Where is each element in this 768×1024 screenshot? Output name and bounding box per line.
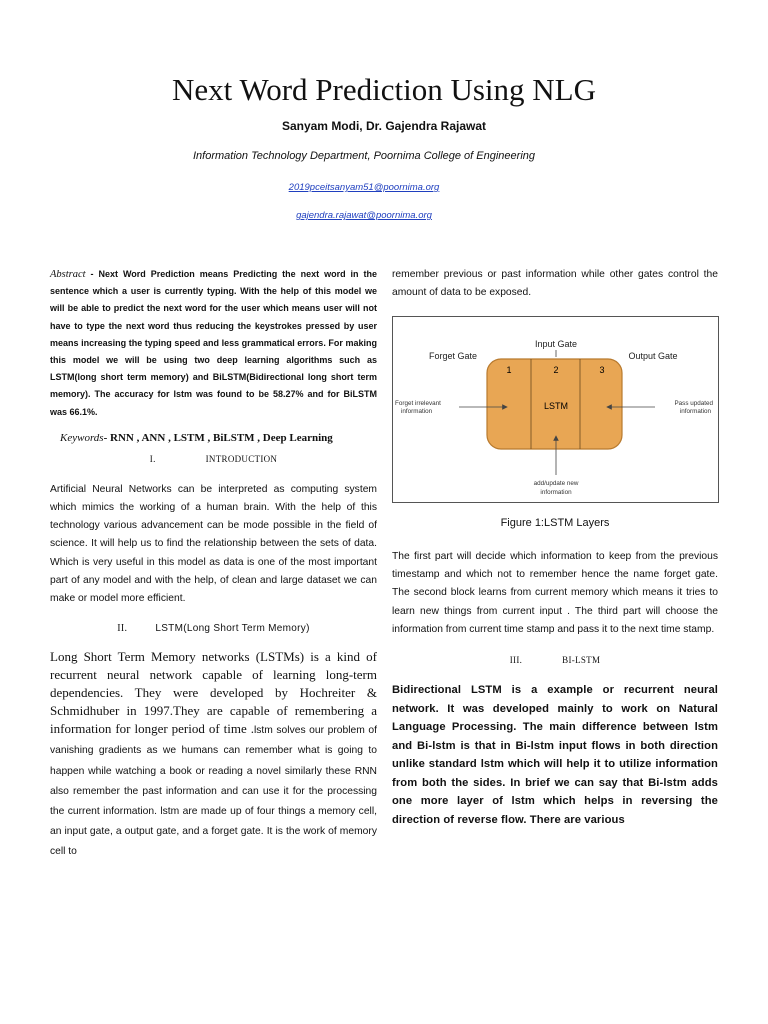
- right-note-line2: information: [679, 408, 711, 415]
- abstract: [50, 266, 377, 421]
- keywords-text: - RNN , ANN , LSTM , BiLSTM , Deep Learning: [103, 431, 333, 444]
- lstm-figure: [392, 316, 719, 503]
- lstm-paragraph: [50, 648, 377, 861]
- section-title: INTRODUCTION: [205, 453, 278, 464]
- lstm-text-serif: Long Short Term Memory networks (LSTMs) is a kind of recurrent neural network capable of learning long-term dependencies. They were developed by Hochreiter & Schmidhuber in 1997.They are capable of remembering a information for longer period of time .: [50, 649, 377, 737]
- keywords-label: Keywords: [60, 431, 104, 444]
- input-gate-label: Input Gate: [534, 339, 578, 349]
- forget-gate-label: Forget Gate: [428, 351, 478, 361]
- right-note-line1: Pass updated: [674, 400, 713, 407]
- left-note-line1: Forget irrelevant: [395, 400, 441, 407]
- abstract-text: - Next Word Prediction means Predicting the next word in the sentence which a user is currently typing. With the help of this model we will be able to predict the next word for the user which means user will not have to type the next word thus reducing the keystrokes pressed by user means increasing the typing speed and less grammatical errors. For making this model we will be using two deep learning algorithms such as LSTM(long short term memory) and BiLSTM(Bidirectional long short term memory). The accuracy for lstm was found to be 58.27% and for BiLSTM was 66.1%.: [50, 269, 377, 417]
- authors: Sanyam Modi, Dr. Gajendra Rajawat: [281, 119, 487, 133]
- lstm-diagram: [393, 317, 718, 502]
- bilstm-paragraph: Bidirectional LSTM is a example or recurrent neural network. It was developed mainly to work on Natural Language Processing. The main difference between lstm and Bi-lstm is that in Bi-lstm input flows in both direction unlike standard lstm which will help it to utilize information from both the sides. In brief we can say that Bi-lstm adds one more layer of lstm which helps in reversing the direction of reverse flow. There are various: [392, 684, 718, 826]
- figure-explanation: The first part will decide which information to keep from the previous timestamp and which not to remember hence the name forget gate. The second block learns from current memory which means it tries to learn new things from current input . The third part will choose the information from current time stamp and pass it to the next time stamp.: [392, 551, 718, 635]
- section-number: II.: [117, 623, 128, 635]
- left-column: [50, 266, 377, 862]
- cell-number-2: 2: [553, 365, 559, 375]
- right-column-lower: [392, 548, 718, 829]
- intro-paragraph: Artificial Neural Networks can be interpreted as computing system which mimics the working of a human brain. With the help of this technology various advancement can be mode possible in the field of science. It will help us to find the relationship between the sets of data. Which is very useful in this model as data is one of the most important part of any model and with the help, of clean and large dataset we can make or model more efficient.: [50, 483, 377, 605]
- right-column: [392, 266, 718, 302]
- paper-title: Next Word Prediction Using NLG: [172, 72, 596, 107]
- figure-caption: Figure 1:LSTM Layers: [500, 517, 610, 529]
- bottom-note-line1: add/update new: [533, 480, 579, 487]
- section-title: BI-LSTM: [562, 655, 601, 666]
- email-link-2[interactable]: gajendra.rajawat@poornima.org: [296, 210, 432, 221]
- keywords: [50, 432, 377, 444]
- output-gate-label: Output Gate: [628, 351, 678, 361]
- cell-label: LSTM: [543, 401, 569, 411]
- cell-number-1: 1: [506, 365, 512, 375]
- cell-number-3: 3: [599, 365, 605, 375]
- section-number: I.: [149, 453, 156, 464]
- section-heading-intro: [50, 454, 377, 464]
- bottom-note-line2: information: [540, 489, 572, 496]
- left-note-line2: information: [401, 408, 433, 415]
- section-heading-lstm: [50, 623, 377, 634]
- affiliation: Information Technology Department, Poornima College of Engineering: [192, 150, 535, 162]
- email-link-1[interactable]: 2019pceitsanyam51@poornima.org: [288, 182, 440, 193]
- lstm-text-sans: lstm solves our problem of vanishing gradients as we humans can remember what is going to happen while watching a book or reading a novel similarly these RNN also remember the past information and can use it for the processing the current information. lstm are made up of four things a memory cell, an input gate, a output gate, and a forget gate. It is the work of memory cell to: [50, 725, 377, 858]
- abstract-label: Abstract: [50, 269, 86, 280]
- section-number: III.: [509, 655, 523, 666]
- lstm-continuation: remember previous or past information while other gates control the amount of data to be exposed.: [392, 269, 718, 299]
- section-title: LSTM(Long Short Term Memory): [155, 623, 310, 635]
- section-heading-bilstm: [392, 655, 718, 665]
